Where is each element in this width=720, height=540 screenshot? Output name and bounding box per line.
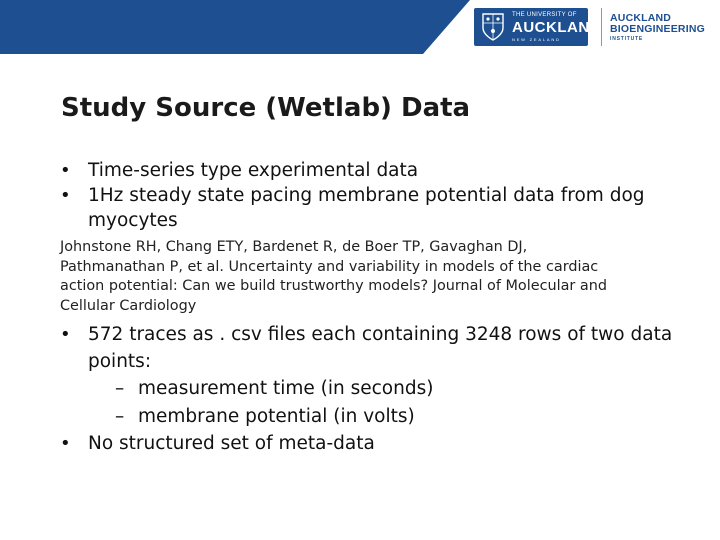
sub-bullet-list [88,375,680,431]
bullet-item [60,322,680,431]
bullet-item: • No structured set of meta-data [60,431,680,458]
bullet-list-top [60,158,680,233]
slide-title: Study Source (Wetlab) Data [61,93,471,123]
bullet-list-bottom [60,322,680,458]
university-of-auckland-logo [474,8,601,46]
slide-body [60,158,680,458]
abi-logo-line2: BIOENGINEERING [610,23,705,35]
logo-text-line2: AUCKLAND [512,19,601,36]
logo-divider [601,8,602,46]
bullet-item: • Time-series type experimental data [60,158,680,183]
abi-logo-line1: AUCKLAND [610,12,672,24]
bullet-item: • 1Hz steady state pacing membrane potential data from dog myocytes [60,183,680,233]
sub-bullet-item: – membrane potential (in volts) [88,403,680,431]
logo-text-line1: THE UNIVERSITY OF [512,12,577,18]
abi-logo-line3: INSTITUTE [610,36,644,42]
citation-text: Johnstone RH, Chang ETY, Bardenet R, de Boer TP, Gavaghan DJ, Pathmanathan P, et al. Uncertainty and variability in models of the cardiac action potential: Can we build trustworthy models? Journal of Molecular and Cellular Cardiology [60,239,607,314]
bullet-text: 572 traces as . csv files each containing 3248 rows of two data points: [88,324,673,372]
logo-text-line3: NEW ZEALAND [512,37,561,42]
crest-icon [482,13,504,41]
auckland-bioengineering-institute-logo [610,13,705,44]
sub-bullet-item: – measurement time (in seconds) [88,375,680,403]
header-banner [0,0,470,54]
